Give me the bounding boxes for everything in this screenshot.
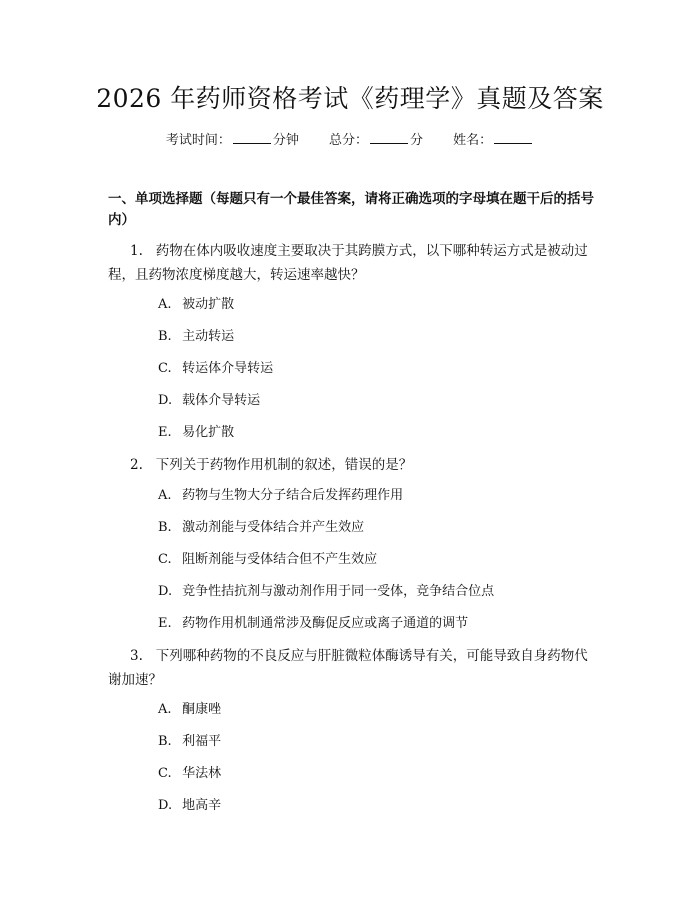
option-letter: B. bbox=[158, 520, 172, 535]
option-letter: D. bbox=[158, 584, 173, 599]
question-3 bbox=[108, 644, 598, 692]
question-text: 药物在体内吸收速度主要取决于其跨膜方式，以下哪种转运方式是被动过程，且药物浓度梯度越大，转运速率越快？ bbox=[108, 243, 588, 283]
option-letter: E. bbox=[158, 425, 172, 440]
option-text: 被动扩散 bbox=[182, 297, 235, 312]
question-2 bbox=[108, 453, 598, 477]
option-letter: C. bbox=[158, 766, 172, 781]
option-text: 药物作用机制通常涉及酶促反应或离子通道的调节 bbox=[182, 616, 469, 631]
option-letter: B. bbox=[158, 734, 172, 749]
option bbox=[158, 423, 234, 443]
option bbox=[158, 486, 403, 506]
question-number: 3. bbox=[130, 648, 143, 664]
option bbox=[158, 295, 234, 315]
exam-time-unit: 分钟 bbox=[272, 133, 299, 148]
question-text: 下列关于药物作用机制的叙述，错误的是？ bbox=[155, 457, 413, 473]
option bbox=[158, 518, 364, 538]
option-letter: A. bbox=[158, 702, 172, 717]
option-letter: E. bbox=[158, 616, 172, 631]
exam-info-line bbox=[0, 131, 700, 151]
option bbox=[158, 359, 273, 379]
option-letter: D. bbox=[158, 798, 173, 813]
option bbox=[158, 796, 221, 816]
page-title: 2026 年药师资格考试《药理学》真题及答案 bbox=[96, 84, 604, 113]
exam-time-label: 考试时间： bbox=[165, 133, 231, 148]
option-letter: A. bbox=[158, 297, 172, 312]
option-text: 转运体介导转运 bbox=[182, 361, 274, 376]
option bbox=[158, 764, 221, 784]
option-text: 药物与生物大分子结合后发挥药理作用 bbox=[182, 488, 404, 503]
option bbox=[158, 732, 221, 752]
question-number: 1. bbox=[130, 243, 143, 259]
option-text: 易化扩散 bbox=[182, 425, 235, 440]
option-text: 华法林 bbox=[182, 766, 222, 781]
option-letter: C. bbox=[158, 552, 172, 567]
student-name bbox=[453, 131, 534, 151]
option-letter: A. bbox=[158, 488, 172, 503]
option-text: 酮康唑 bbox=[182, 702, 222, 717]
question-text: 下列哪种药物的不良反应与肝脏微粒体酶诱导有关，可能导致自身药物代谢加速？ bbox=[108, 648, 588, 688]
option-text: 载体介导转运 bbox=[182, 393, 261, 408]
option-text: 地高辛 bbox=[182, 798, 222, 813]
option-letter: C. bbox=[158, 361, 172, 376]
option bbox=[158, 614, 468, 634]
option-text: 主动转运 bbox=[182, 329, 235, 344]
option bbox=[158, 550, 377, 570]
option bbox=[158, 391, 260, 411]
exam-time-blank bbox=[233, 131, 271, 144]
exam-time bbox=[166, 131, 299, 151]
student-name-label: 姓名： bbox=[453, 133, 493, 148]
section-heading: 一、单项选择题（每题只有一个最佳答案，请将正确选项的字母填在题干后的括号内） bbox=[108, 191, 594, 228]
total-score-unit: 分 bbox=[410, 133, 424, 148]
total-score-label: 总分： bbox=[328, 133, 368, 148]
option bbox=[158, 327, 234, 347]
option-text: 激动剂能与受体结合并产生效应 bbox=[182, 520, 365, 535]
option-letter: B. bbox=[158, 329, 172, 344]
option-letter: D. bbox=[158, 393, 173, 408]
option-text: 竞争性拮抗剂与激动剂作用于同一受体，竞争结合位点 bbox=[182, 584, 495, 599]
total-score bbox=[329, 131, 423, 151]
question-1 bbox=[108, 239, 598, 287]
option bbox=[158, 700, 221, 720]
question-number: 2. bbox=[130, 457, 143, 473]
option bbox=[158, 582, 494, 602]
student-name-blank bbox=[494, 131, 532, 144]
option-text: 利福平 bbox=[182, 734, 222, 749]
total-score-blank bbox=[370, 131, 408, 144]
option-text: 阻断剂能与受体结合但不产生效应 bbox=[182, 552, 378, 567]
